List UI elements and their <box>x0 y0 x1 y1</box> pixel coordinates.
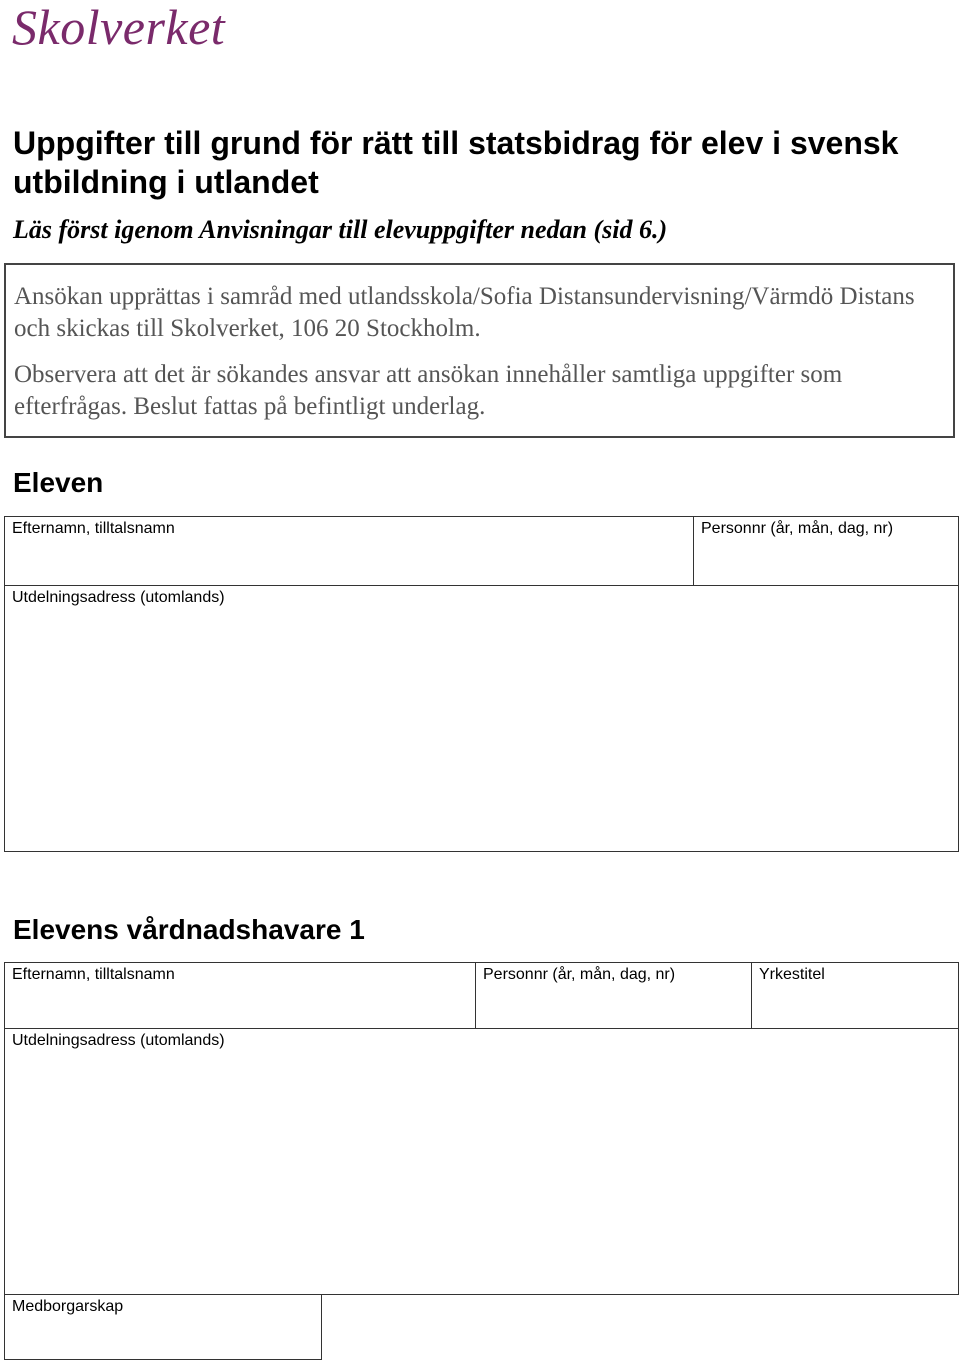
skolverket-logo: Skolverket <box>12 0 226 55</box>
student-surname-field[interactable] <box>4 516 694 586</box>
guardian-address-value[interactable] <box>12 1055 951 1290</box>
student-surname-value[interactable] <box>12 543 686 581</box>
guardian-citizenship-value[interactable] <box>12 1321 314 1355</box>
guardian-address-field[interactable] <box>4 1028 959 1295</box>
guardian-personnr-value[interactable] <box>483 989 744 1024</box>
info-paragraph-responsibility: Observera att det är sökandes ansvar att ansökan innehåller samtliga uppgifter som efterfrågas. Beslut fattas på befintligt underlag. <box>14 361 843 420</box>
guardian-occupation-field[interactable] <box>751 962 959 1029</box>
guardian-surname-value[interactable] <box>12 989 468 1024</box>
info-box <box>4 263 955 438</box>
student-surname-label: Efternamn, tilltalsnamn <box>12 520 175 537</box>
info-paragraph-submission: Ansökan upprättas i samråd med utlandsskola/Sofia Distansundervisning/Värmdö Distans och skickas till Skolverket, 106 20 Stockholm. <box>14 283 915 342</box>
section-heading-student: Eleven <box>13 467 104 498</box>
guardian-personnr-label: Personnr (år, mån, dag, nr) <box>483 966 676 983</box>
guardian-surname-label: Efternamn, tilltalsnamn <box>12 966 175 983</box>
student-address-value[interactable] <box>12 612 951 847</box>
student-address-field[interactable] <box>4 585 959 852</box>
guardian-address-label: Utdelningsadress (utomlands) <box>12 1032 225 1049</box>
guardian-surname-field[interactable] <box>4 962 476 1029</box>
guardian-occupation-value[interactable] <box>759 989 951 1024</box>
page-title: Uppgifter till grund för rätt till statsbidrag för elev i svensk utbildning i utlandet <box>13 125 899 200</box>
student-personnr-field[interactable] <box>693 516 959 586</box>
guardian-occupation-label: Yrkestitel <box>759 966 825 983</box>
student-address-label: Utdelningsadress (utomlands) <box>12 589 225 606</box>
guardian-personnr-field[interactable] <box>475 962 752 1029</box>
section-heading-guardian-1: Elevens vårdnadshavare 1 <box>13 914 365 945</box>
guardian-citizenship-label: Medborgarskap <box>12 1298 124 1315</box>
student-personnr-label: Personnr (år, mån, dag, nr) <box>701 520 894 537</box>
instructions-note: Läs först igenom Anvisningar till elevuppgifter nedan (sid 6.) <box>13 215 668 244</box>
guardian-citizenship-field[interactable] <box>4 1294 322 1360</box>
student-personnr-value[interactable] <box>701 543 951 581</box>
